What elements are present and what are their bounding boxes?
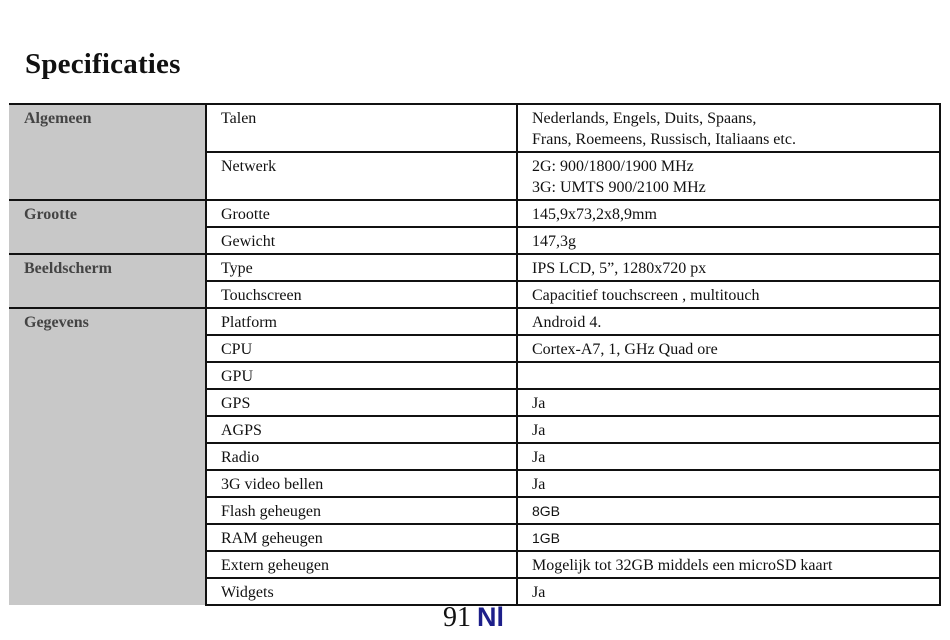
value-line: Ja	[532, 476, 546, 493]
property-value	[517, 551, 940, 578]
property-value	[517, 335, 940, 362]
category-cell	[9, 443, 206, 470]
category-cell	[9, 470, 206, 497]
property-value	[517, 362, 940, 389]
property-label: Platform	[206, 308, 517, 335]
property-value	[517, 416, 940, 443]
spec-row	[9, 416, 940, 443]
value-line: Ja	[532, 584, 546, 601]
category-cell	[9, 524, 206, 551]
value-line: 8GB	[532, 503, 561, 519]
specifications-table-body	[9, 104, 940, 605]
property-label: Grootte	[206, 200, 517, 227]
category-cell	[9, 362, 206, 389]
spec-row	[9, 152, 940, 200]
spec-row	[9, 200, 940, 227]
property-value	[517, 104, 940, 152]
value-line	[532, 366, 939, 387]
value-line: Mogelijk tot 32GB middels een microSD kaart	[532, 557, 833, 574]
spec-row	[9, 497, 940, 524]
value-line: Capacitief touchscreen , multitouch	[532, 287, 760, 304]
property-value	[517, 200, 940, 227]
value-line: Frans, Roemeens, Russisch, Italiaans etc.	[532, 131, 796, 148]
category-label: Beeldscherm	[9, 254, 206, 281]
property-value	[517, 254, 940, 281]
property-label: Netwerk	[206, 152, 517, 200]
value-line: 3G: UMTS 900/2100 MHz	[532, 179, 706, 196]
value-line: Android 4.	[532, 314, 602, 331]
page-title: Specificaties	[25, 48, 181, 80]
value-line: Ja	[532, 422, 546, 439]
property-label: GPU	[206, 362, 517, 389]
category-cell	[9, 578, 206, 605]
spec-row	[9, 443, 940, 470]
property-label: Talen	[206, 104, 517, 152]
property-value	[517, 524, 940, 551]
property-value	[517, 470, 940, 497]
value-line: 147,3g	[532, 233, 576, 250]
value-line: Ja	[532, 395, 546, 412]
spec-row	[9, 227, 940, 254]
category-cell	[9, 497, 206, 524]
property-label: AGPS	[206, 416, 517, 443]
property-value	[517, 389, 940, 416]
property-label: 3G video bellen	[206, 470, 517, 497]
property-value	[517, 152, 940, 200]
value-line: 1GB	[532, 530, 561, 546]
spec-row	[9, 308, 940, 335]
spec-row	[9, 254, 940, 281]
category-cell	[9, 551, 206, 578]
value-line: IPS LCD, 5”, 1280x720 px	[532, 260, 707, 277]
value-line: Ja	[532, 449, 546, 466]
property-label: RAM geheugen	[206, 524, 517, 551]
property-label: CPU	[206, 335, 517, 362]
page-number: 91	[443, 602, 471, 633]
property-value	[517, 578, 940, 605]
property-label: Flash geheugen	[206, 497, 517, 524]
category-label: Gegevens	[9, 308, 206, 335]
value-line: 2G: 900/1800/1900 MHz	[532, 158, 694, 175]
spec-row	[9, 551, 940, 578]
category-cell	[9, 281, 206, 308]
spec-row	[9, 362, 940, 389]
property-label: Gewicht	[206, 227, 517, 254]
category-label: Algemeen	[9, 104, 206, 152]
category-cell	[9, 227, 206, 254]
language-code: Nl	[477, 602, 504, 632]
spec-row	[9, 524, 940, 551]
value-line: 145,9x73,2x8,9mm	[532, 206, 657, 223]
property-label: Radio	[206, 443, 517, 470]
property-value	[517, 308, 940, 335]
property-value	[517, 443, 940, 470]
property-value	[517, 281, 940, 308]
category-cell	[9, 416, 206, 443]
category-label: Grootte	[9, 200, 206, 227]
property-label: Extern geheugen	[206, 551, 517, 578]
category-cell	[9, 389, 206, 416]
property-label: Widgets	[206, 578, 517, 605]
property-value	[517, 497, 940, 524]
value-line: Cortex-A7, 1, GHz Quad ore	[532, 341, 718, 358]
spec-row	[9, 470, 940, 497]
spec-row	[9, 281, 940, 308]
specifications-table	[9, 103, 941, 606]
spec-row	[9, 389, 940, 416]
property-value	[517, 227, 940, 254]
property-label: Type	[206, 254, 517, 281]
category-cell	[9, 335, 206, 362]
spec-row	[9, 335, 940, 362]
property-label: GPS	[206, 389, 517, 416]
spec-row	[9, 104, 940, 152]
category-cell	[9, 152, 206, 200]
value-line: Nederlands, Engels, Duits, Spaans,	[532, 110, 757, 127]
property-label: Touchscreen	[206, 281, 517, 308]
page-footer	[443, 600, 504, 635]
